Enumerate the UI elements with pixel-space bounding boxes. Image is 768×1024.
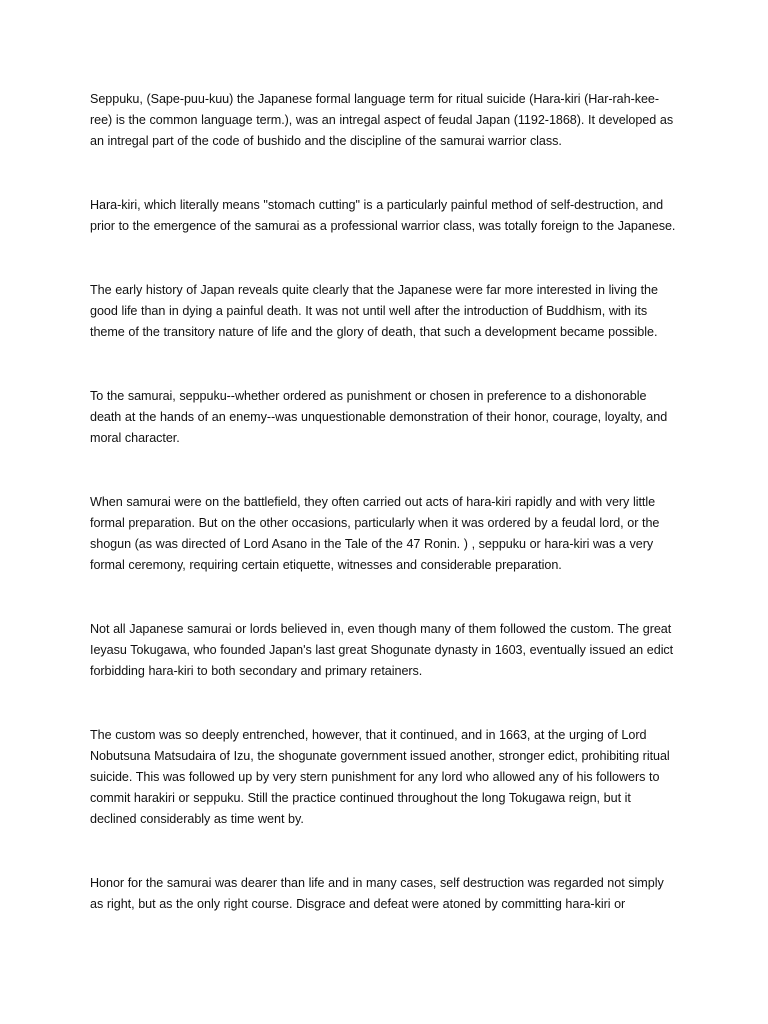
paragraph-2: Hara-kiri, which literally means "stomach cutting" is a particularly painful method of self-destruction, and prior to the emergence of the samurai as a professional warrior class, was totally foreign to the Japanese. [90,198,676,233]
paragraph-8: Honor for the samurai was dearer than life and in many cases, self destruction was regarded not simply as right, but as the only right course. Disgrace and defeat were atoned by committing hara-kiri or [90,876,664,911]
paragraph-1: Seppuku, (Sape-puu-kuu) the Japanese formal language term for ritual suicide (Hara-kiri (Har-rah-kee-ree) is the common language term.), was an intregal aspect of feudal Japan (1192-1868). It developed as an intregal part of the code of bushido and the discipline of the samurai warrior class. [90,92,674,148]
paragraph-7: The custom was so deeply entrenched, however, that it continued, and in 1663, at the urging of Lord Nobutsuna Matsudaira of Izu, the shogunate government issued another, stronger edict, prohibiting ritual suicide. This was followed up by very stern punishment for any lord who allowed any of his followers to commit harakiri or seppuku. Still the practice continued throughout the long Tokugawa reign, but it declined considerably as time went by. [90,728,670,826]
paragraph-6: Not all Japanese samurai or lords believed in, even though many of them followed the custom. The great Ieyasu Tokugawa, who founded Japan's last great Shogunate dynasty in 1603, eventually issued an edict forbidding hara-kiri to both secondary and primary retainers. [90,622,674,678]
document-body [90,89,680,915]
paragraph-4: To the samurai, seppuku--whether ordered as punishment or chosen in preference to a dishonorable death at the hands of an enemy--was unquestionable demonstration of their honor, courage, loyalty, and moral character. [90,389,668,445]
paragraph-3: The early history of Japan reveals quite clearly that the Japanese were far more interested in living the good life than in dying a painful death. It was not until well after the introduction of Buddhism, with its theme of the transitory nature of life and the glory of death, that such a development became possible. [90,283,658,339]
paragraph-5: When samurai were on the battlefield, they often carried out acts of hara-kiri rapidly and with very little formal preparation. But on the other occasions, particularly when it was ordered by a feudal lord, or the shogun (as was directed of Lord Asano in the Tale of the 47 Ronin. ) , seppuku or hara-kiri was a very formal ceremony, requiring certain etiquette, witnesses and considerable preparation. [90,495,660,572]
